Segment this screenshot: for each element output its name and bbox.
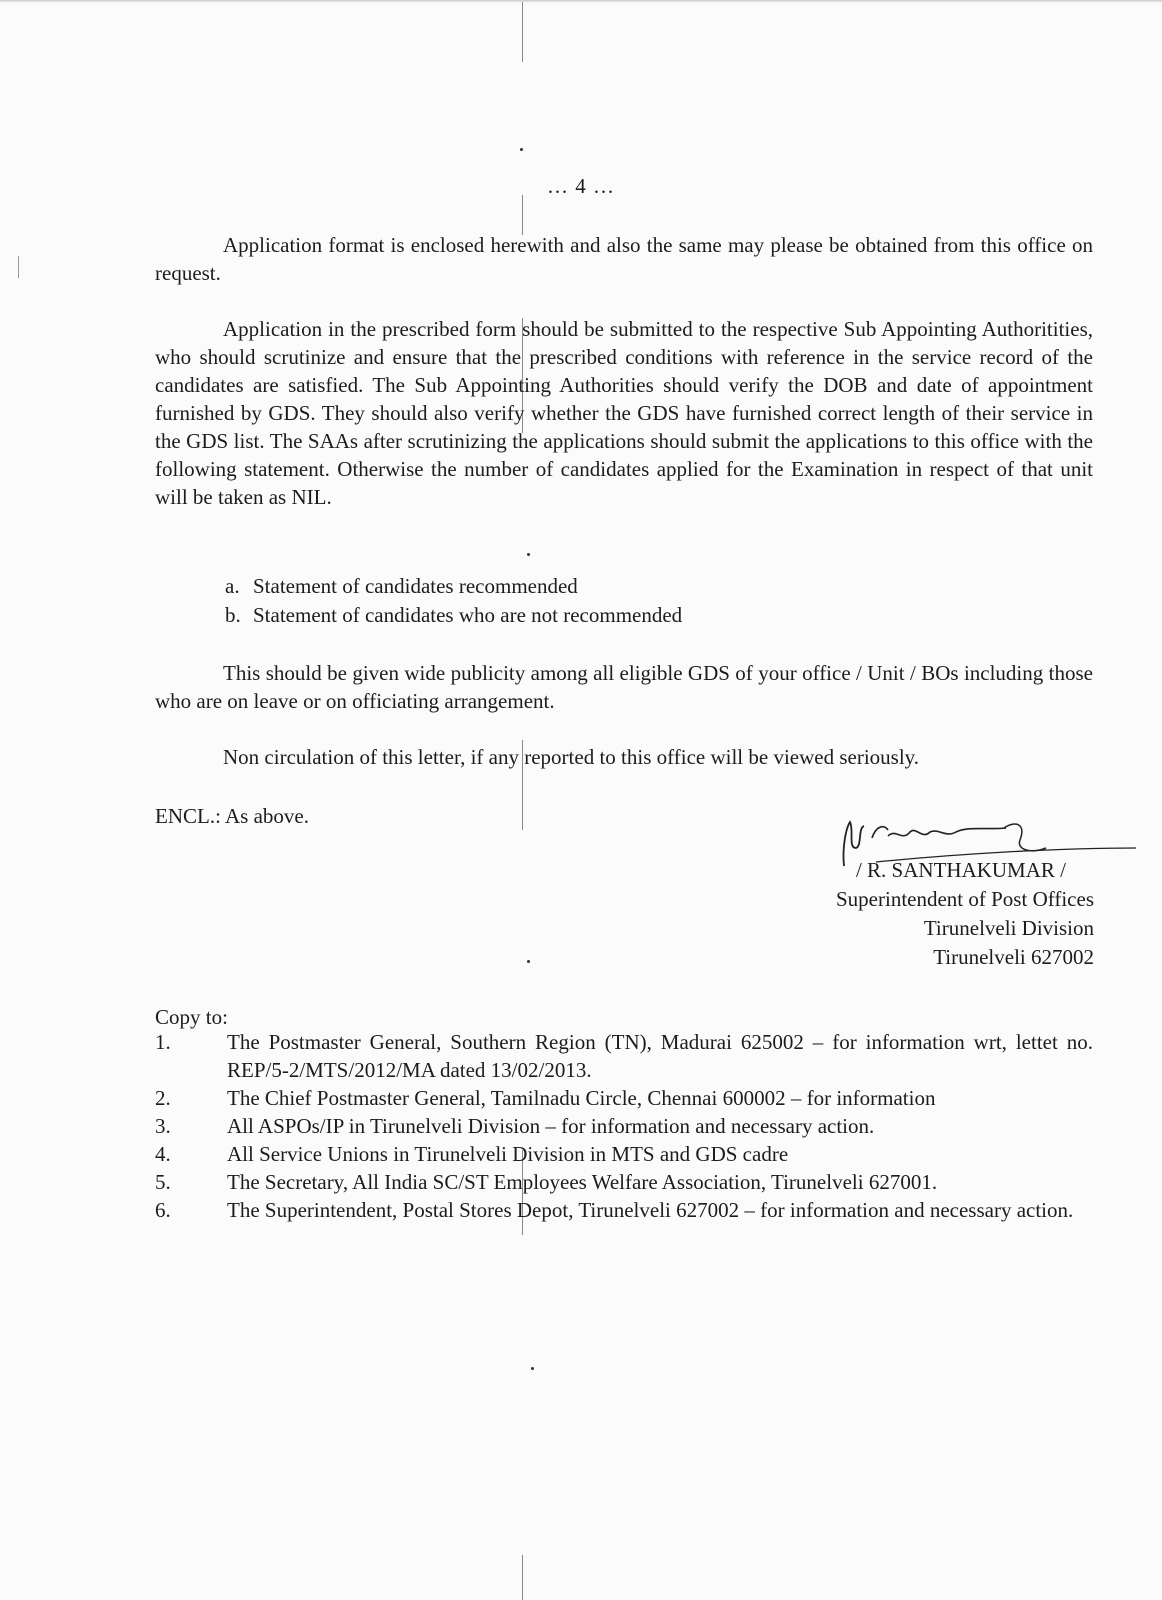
list-number: 2. — [155, 1086, 171, 1110]
list-item-text: The Secretary, All India SC/ST Employees Welfare Association, Tirunelveli 627001. — [227, 1170, 938, 1194]
list-item-text: The Postmaster General, Southern Region (TN), Madurai 625002 – for information wrt, lettet no. REP/5-2/MTS/2012/MA dated 13/02/2013. — [227, 1030, 1093, 1082]
list-item-text: Statement of candidates recommended — [253, 574, 578, 598]
list-item — [155, 1168, 1093, 1196]
fold-line — [522, 1555, 523, 1600]
copy-to-heading: Copy to: — [155, 1005, 228, 1029]
paragraph-publicity: This should be given wide publicity among all eligible GDS of your office / Unit / BOs including those who are on leave or on officiating arrangement. — [155, 661, 1093, 713]
list-number: 3. — [155, 1114, 171, 1138]
signatory-division: Tirunelveli Division — [923, 916, 1094, 940]
list-item — [155, 1084, 1093, 1112]
list-number: 1. — [155, 1030, 171, 1054]
enclosure-note: ENCL.: As above. — [155, 804, 309, 828]
scan-margin-mark — [18, 256, 19, 278]
list-item — [225, 601, 682, 630]
fold-line — [522, 2, 523, 62]
scan-top-edge — [0, 0, 1162, 3]
list-marker: b. — [225, 603, 241, 627]
paragraph-non-circulation: Non circulation of this letter, if any reported to this office will be viewed seriously. — [223, 745, 920, 769]
list-item — [155, 1028, 1093, 1084]
signature-block — [836, 856, 1094, 972]
list-item-text: All ASPOs/IP in Tirunelveli Division – for information and necessary action. — [227, 1114, 875, 1138]
list-item-text: All Service Unions in Tirunelveli Division in MTS and GDS cadre — [227, 1142, 789, 1166]
scan-speck — [527, 960, 530, 963]
list-marker: a. — [225, 574, 240, 598]
list-item-text: The Superintendent, Postal Stores Depot, Tirunelveli 627002 – for information and necessary action. — [227, 1198, 1074, 1222]
list-item — [155, 1196, 1093, 1224]
copy-to-list — [155, 1028, 1093, 1224]
list-number: 4. — [155, 1142, 171, 1166]
list-item-text: The Chief Postmaster General, Tamilnadu Circle, Chennai 600002 – for information — [227, 1086, 936, 1110]
paragraph-application-format: Application format is enclosed herewith and also the same may please be obtained from this office on request. — [155, 233, 1093, 285]
statement-list — [225, 572, 682, 630]
paragraph-submission-instructions: Application in the prescribed form should be submitted to the respective Sub Appointing Authoritities, who should scrutinize and ensure that the prescribed conditions with reference in the service record of the candidates are satisfied. The Sub Appointing Authorities should verify the DOB and date of appointment furnished by GDS. They should also verify whether the GDS have furnished correct length of their service in the GDS list. The SAAs after scrutinizing the applications should submit the applications to this office with the following statement. Otherwise the number of candidates applied for the Examination in respect of that unit will be taken as NIL. — [155, 317, 1093, 509]
list-item — [155, 1140, 1093, 1168]
signatory-designation: Superintendent of Post Offices — [836, 887, 1094, 911]
signatory-city: Tirunelveli 627002 — [933, 945, 1094, 969]
list-item — [155, 1112, 1093, 1140]
list-item-text: Statement of candidates who are not recommended — [253, 603, 683, 627]
list-number: 5. — [155, 1170, 171, 1194]
page-number: … 4 … — [547, 174, 615, 198]
list-number: 6. — [155, 1198, 171, 1222]
signatory-name: / R. SANTHAKUMAR / — [855, 858, 1066, 882]
fold-line — [522, 195, 523, 235]
scan-speck — [520, 148, 523, 151]
list-item — [225, 572, 682, 601]
scan-speck — [531, 1367, 534, 1370]
scan-speck — [527, 553, 530, 556]
